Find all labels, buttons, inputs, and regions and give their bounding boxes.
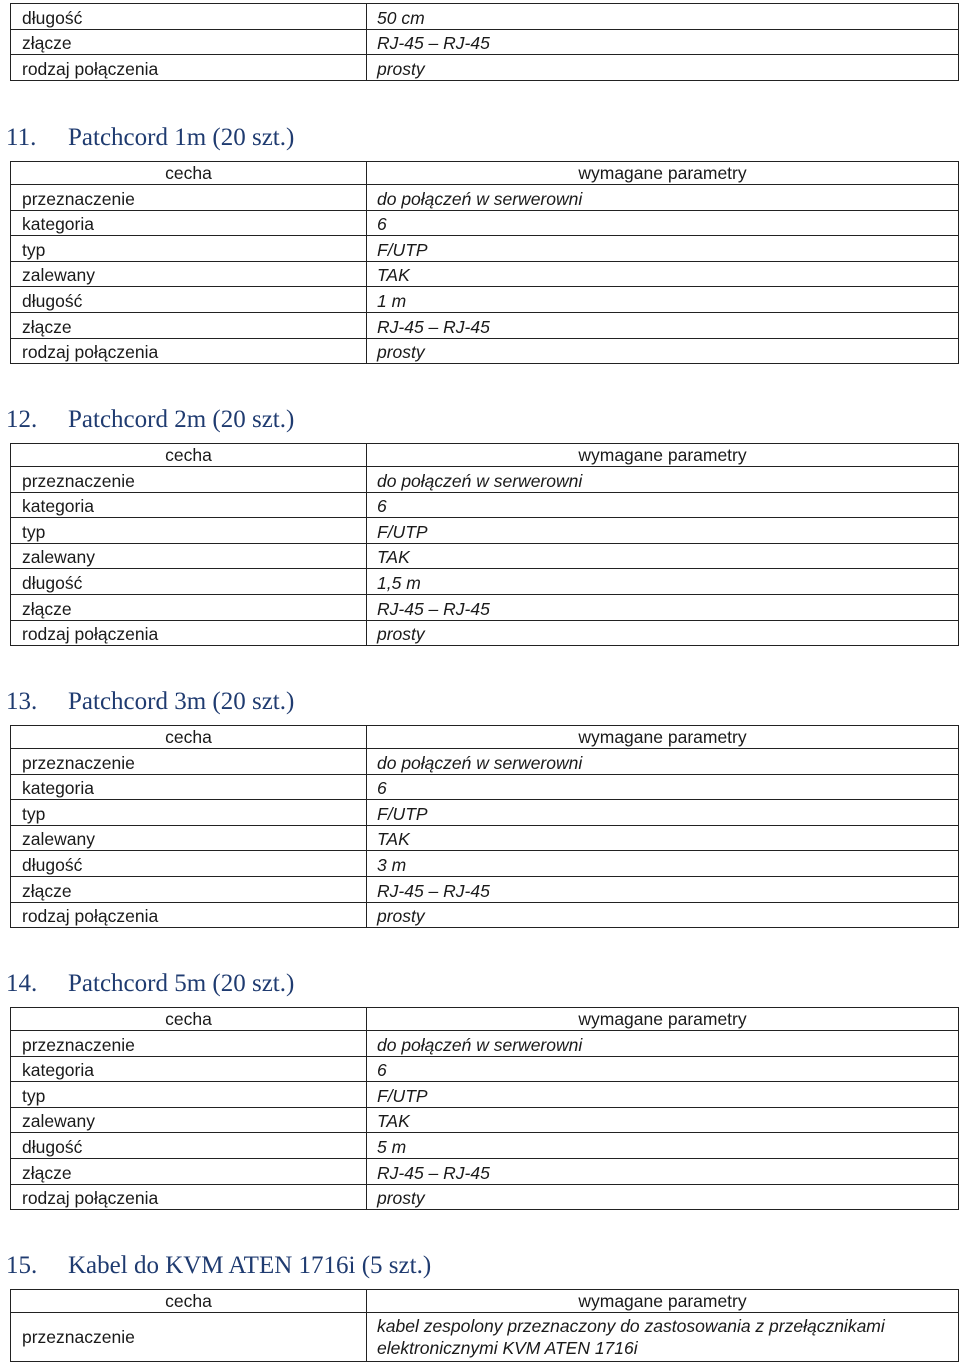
row-label: zalewany <box>11 543 367 569</box>
section-heading <box>6 1252 431 1280</box>
section-heading <box>6 124 294 152</box>
row-value: do połączeń w serwerowni <box>367 467 959 493</box>
column-header-feature: cecha <box>11 1008 367 1031</box>
spec-table <box>10 1007 959 1210</box>
row-value: TAK <box>367 825 959 851</box>
section-number: 13. <box>6 688 38 715</box>
section-number: 15. <box>6 1252 38 1279</box>
table-row <box>11 594 959 620</box>
spec-table <box>10 161 959 364</box>
table-header-row <box>11 1008 959 1031</box>
row-value: F/UTP <box>367 800 959 826</box>
table-header-row <box>11 162 959 185</box>
column-header-requirements: wymagane parametry <box>367 726 959 749</box>
table-row <box>11 492 959 518</box>
row-value: do połączeń w serwerowni <box>367 185 959 211</box>
table-row <box>11 774 959 800</box>
row-label: długość <box>11 851 367 877</box>
section-number: 11. <box>6 124 37 151</box>
row-label: przeznaczenie <box>11 749 367 775</box>
row-label: zalewany <box>11 261 367 287</box>
row-value: prosty <box>367 1184 959 1210</box>
row-value: do połączeń w serwerowni <box>367 749 959 775</box>
row-value: prosty <box>367 338 959 364</box>
row-label: rodzaj połączenia <box>11 338 367 364</box>
section-number: 12. <box>6 406 38 433</box>
section-title: Patchcord 2m (20 szt.) <box>68 406 295 433</box>
table-row <box>11 851 959 877</box>
table-row <box>11 620 959 646</box>
row-label: przeznaczenie <box>11 185 367 211</box>
row-value: RJ-45 – RJ-45 <box>367 312 959 338</box>
row-value: prosty <box>367 620 959 646</box>
row-value: TAK <box>367 261 959 287</box>
table-row <box>11 29 959 55</box>
table-row <box>11 825 959 851</box>
table-row <box>11 1184 959 1210</box>
row-label: rodzaj połączenia <box>11 902 367 928</box>
row-label: typ <box>11 518 367 544</box>
table-row <box>11 800 959 826</box>
row-value: prosty <box>367 902 959 928</box>
section-title: Patchcord 5m (20 szt.) <box>68 970 295 997</box>
row-value: 6 <box>367 210 959 236</box>
row-label: złącze <box>11 312 367 338</box>
table-row <box>11 543 959 569</box>
table-header-row <box>11 1290 959 1313</box>
section-title: Patchcord 3m (20 szt.) <box>68 688 295 715</box>
table-row <box>11 1031 959 1057</box>
row-value: 6 <box>367 1056 959 1082</box>
row-value: RJ-45 – RJ-45 <box>367 594 959 620</box>
row-value: F/UTP <box>367 518 959 544</box>
table-row <box>11 1082 959 1108</box>
row-value: 1 m <box>367 287 959 313</box>
row-value: do połączeń w serwerowni <box>367 1031 959 1057</box>
row-label: przeznaczenie <box>11 1031 367 1057</box>
table-row <box>11 902 959 928</box>
row-label: długość <box>11 569 367 595</box>
row-value: RJ-45 – RJ-45 <box>367 1158 959 1184</box>
table-row <box>11 876 959 902</box>
row-label: kategoria <box>11 492 367 518</box>
column-header-requirements: wymagane parametry <box>367 162 959 185</box>
row-label: kategoria <box>11 774 367 800</box>
table-row <box>11 518 959 544</box>
table-row <box>11 55 959 81</box>
column-header-feature: cecha <box>11 444 367 467</box>
row-label: złącze <box>11 594 367 620</box>
row-label: złącze <box>11 876 367 902</box>
row-value: 6 <box>367 774 959 800</box>
column-header-feature: cecha <box>11 726 367 749</box>
table-header-row <box>11 726 959 749</box>
row-value: F/UTP <box>367 1082 959 1108</box>
spec-table-top <box>10 3 959 81</box>
row-value: 6 <box>367 492 959 518</box>
row-value: 5 m <box>367 1133 959 1159</box>
table-header-row <box>11 444 959 467</box>
column-header-feature: cecha <box>11 1290 367 1313</box>
table-row <box>11 287 959 313</box>
row-label: kategoria <box>11 210 367 236</box>
row-value: RJ-45 – RJ-45 <box>367 876 959 902</box>
row-label: kategoria <box>11 1056 367 1082</box>
section-heading <box>6 406 294 434</box>
row-label: zalewany <box>11 1107 367 1133</box>
row-label: złącze <box>11 1158 367 1184</box>
table-row <box>11 569 959 595</box>
table-row <box>11 261 959 287</box>
table-row <box>11 338 959 364</box>
row-value: 3 m <box>367 851 959 877</box>
row-label: przeznaczenie <box>11 467 367 493</box>
row-label: rodzaj połączenia <box>11 1184 367 1210</box>
row-label: typ <box>11 236 367 262</box>
row-label: zalewany <box>11 825 367 851</box>
column-header-feature: cecha <box>11 162 367 185</box>
row-value: kabel zespolony przeznaczony do zastosowania z przełącznikami elektronicznymi KVM ATEN 1716i <box>367 1313 959 1362</box>
column-header-requirements: wymagane parametry <box>367 1008 959 1031</box>
section-title: Kabel do KVM ATEN 1716i (5 szt.) <box>68 1252 432 1279</box>
row-label: złącze <box>11 29 367 55</box>
row-value: RJ-45 – RJ-45 <box>367 29 959 55</box>
table-row <box>11 185 959 211</box>
section-heading <box>6 970 294 998</box>
table-row <box>11 1133 959 1159</box>
row-label: długość <box>11 1133 367 1159</box>
row-value: 1,5 m <box>367 569 959 595</box>
table-row <box>11 749 959 775</box>
column-header-requirements: wymagane parametry <box>367 444 959 467</box>
row-value: TAK <box>367 1107 959 1133</box>
spec-table <box>10 443 959 646</box>
row-label: przeznaczenie <box>11 1313 367 1362</box>
table-row <box>11 236 959 262</box>
row-value: prosty <box>367 55 959 81</box>
table-row <box>11 4 959 30</box>
section-number: 14. <box>6 970 38 997</box>
column-header-requirements: wymagane parametry <box>367 1290 959 1313</box>
table-row <box>11 210 959 236</box>
row-label: rodzaj połączenia <box>11 55 367 81</box>
section-heading <box>6 688 294 716</box>
table-row <box>11 312 959 338</box>
row-label: długość <box>11 4 367 30</box>
row-label: typ <box>11 800 367 826</box>
row-value: TAK <box>367 543 959 569</box>
row-label: typ <box>11 1082 367 1108</box>
row-label: długość <box>11 287 367 313</box>
section-title: Patchcord 1m (20 szt.) <box>68 124 295 151</box>
row-value: F/UTP <box>367 236 959 262</box>
table-row <box>11 1313 959 1362</box>
table-row <box>11 467 959 493</box>
table-row <box>11 1158 959 1184</box>
table-row <box>11 1107 959 1133</box>
spec-table <box>10 1289 959 1362</box>
spec-table <box>10 725 959 928</box>
row-label: rodzaj połączenia <box>11 620 367 646</box>
table-row <box>11 1056 959 1082</box>
row-value: 50 cm <box>367 4 959 30</box>
